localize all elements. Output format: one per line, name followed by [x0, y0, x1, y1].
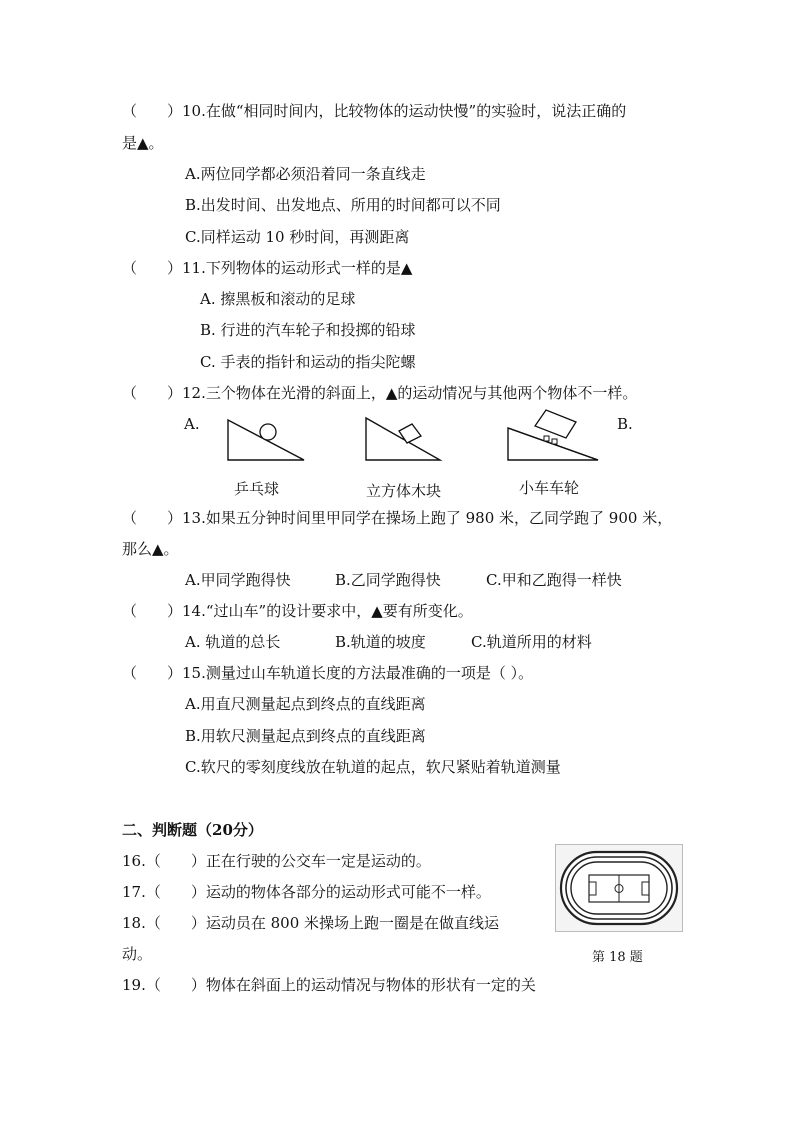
- q14-stem: [122, 601, 473, 621]
- answer-blank[interactable]: （ ）: [122, 602, 183, 620]
- q15-stem: [122, 663, 533, 683]
- q15-option-a: A.用直尺测量起点到终点的直线距离: [185, 695, 426, 713]
- answer-blank[interactable]: （ ）: [122, 259, 183, 277]
- q14-text: 14.“过山车”的设计要求中，▲要有所变化。: [182, 602, 473, 620]
- q10-option-a: A.两位同学都必须沿着同一条直线走: [185, 165, 426, 183]
- q13-stem-cont: 那么▲。: [122, 540, 179, 558]
- judge-item-18-cont: 动。: [122, 945, 153, 963]
- q15-text: 15.测量过山车轨道长度的方法最准确的一项是（ ）。: [182, 664, 534, 682]
- answer-blank[interactable]: （ ）: [122, 664, 183, 682]
- q10-stem: [122, 101, 626, 121]
- answer-blank[interactable]: （ ）: [122, 509, 183, 527]
- section-title: 二、判断题（20分）: [122, 821, 263, 839]
- judge-item-17[interactable]: 17.（ ）运动的物体各部分的运动形式可能不一样。: [122, 883, 491, 901]
- q10-stem-cont: 是▲。: [122, 134, 164, 152]
- judge-item-19[interactable]: 19.（ ）物体在斜面上的运动情况与物体的形状有一定的关: [122, 976, 536, 994]
- q11-option-c: C. 手表的指针和运动的指尖陀螺: [200, 353, 416, 371]
- q11-stem: [122, 258, 412, 278]
- cube-shape: [399, 424, 421, 443]
- judge-item-16[interactable]: 16.（ ）正在行驶的公交车一定是运动的。: [122, 852, 431, 870]
- caption-pingpong: 乒乓球: [234, 480, 280, 498]
- q13-option-b: B.乙同学跑得快: [335, 571, 441, 589]
- judge-item-18[interactable]: 18.（ ）运动员在 800 米操场上跑一圈是在做直线运: [122, 914, 500, 932]
- q13-option-a: A.甲同学跑得快: [185, 571, 291, 589]
- q12-label-b: B.: [617, 415, 633, 433]
- q11-option-a: A. 擦黑板和滚动的足球: [200, 290, 356, 308]
- ball-shape: [260, 424, 276, 440]
- q11-text: 11.下列物体的运动形式一样的是▲: [182, 259, 413, 277]
- q15-option-b: B.用软尺测量起点到终点的直线距离: [185, 727, 426, 745]
- q11-option-b: B. 行进的汽车轮子和投掷的铅球: [200, 321, 416, 339]
- q12-stem: [122, 383, 637, 403]
- q14-option-c: C.轨道所用的材料: [471, 633, 592, 651]
- q12-ramps-figure: [200, 408, 620, 468]
- q10-option-b: B.出发时间、出发地点、所用的时间都可以不同: [185, 196, 501, 214]
- answer-blank[interactable]: （ ）: [122, 384, 183, 402]
- track-field-figure: [555, 844, 683, 932]
- caption-cube: 立方体木块: [366, 482, 442, 500]
- q12-text: 12.三个物体在光滑的斜面上，▲的运动情况与其他两个物体不一样。: [182, 384, 638, 402]
- q15-option-c: C.软尺的零刻度线放在轨道的起点，软尺紧贴着轨道测量: [185, 758, 561, 776]
- ramp-with-ball: [228, 420, 304, 460]
- caption-wheel: 小车车轮: [519, 479, 580, 497]
- q14-option-b: B.轨道的坡度: [335, 633, 426, 651]
- q13-stem: [122, 508, 672, 528]
- q12-label-a: A.: [184, 415, 200, 433]
- ramp-with-cart: [508, 410, 598, 460]
- q10-option-c: C.同样运动 10 秒时间，再测距离: [185, 228, 410, 246]
- answer-blank[interactable]: （ ）: [122, 102, 183, 120]
- figure-caption: 第 18 题: [592, 950, 643, 965]
- q13-option-c: C.甲和乙跑得一样快: [486, 571, 622, 589]
- ramp-with-cube: [366, 418, 440, 460]
- cart-body-shape: [535, 410, 576, 438]
- q14-option-a: A. 轨道的总长: [185, 633, 281, 651]
- q10-text: 10.在做“相同时间内，比较物体的运动快慢”的实验时，说法正确的: [182, 102, 627, 120]
- q13-text: 13.如果五分钟时间里甲同学在操场上跑了 980 米，乙同学跑了 900 米，: [182, 509, 673, 527]
